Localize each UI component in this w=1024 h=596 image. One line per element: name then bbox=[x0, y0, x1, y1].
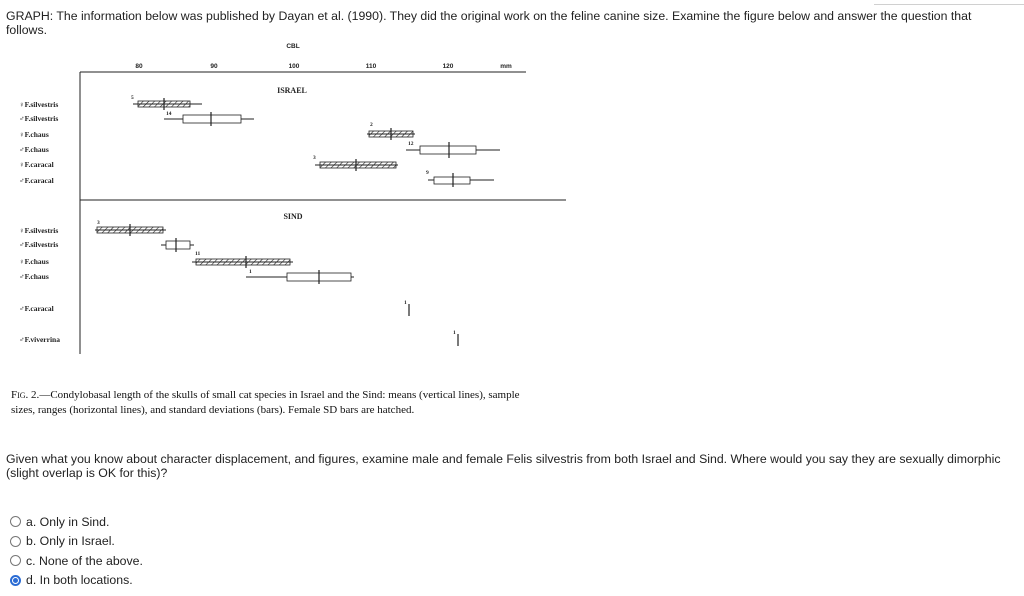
axis-title: CBL bbox=[286, 43, 300, 50]
radio-c[interactable] bbox=[10, 555, 21, 566]
tick-label: mm bbox=[500, 63, 512, 70]
israel-label: ♂F.caracal bbox=[19, 176, 54, 185]
sample-size: 12 bbox=[408, 141, 414, 147]
question-text: Given what you know about character displacement, and figures, examine male and female Felis silvestris from both Israel and Sind. Where would you say they are sexually dimorphic (slight overlap is OK for this)? bbox=[6, 452, 1001, 480]
top-divider bbox=[874, 4, 1024, 5]
answer-options bbox=[10, 512, 143, 590]
caption-text: —Condylobasal length of the skulls of small cat species in Israel and the Sind: means (vertical lines), sample sizes, ranges (horizontal lines), and standard deviations (bars). Female SD bars are hatched. bbox=[11, 389, 520, 416]
radio-b[interactable] bbox=[10, 536, 21, 547]
sind-female-silvestris-bar bbox=[95, 224, 166, 236]
sample-size: 1 bbox=[404, 300, 407, 306]
sample-size: 9 bbox=[426, 170, 429, 176]
israel-label: ♂F.chaus bbox=[19, 145, 49, 154]
sample-size: 1 bbox=[249, 269, 252, 275]
sind-label: ♂F.silvestris bbox=[19, 240, 59, 249]
option-c[interactable] bbox=[10, 551, 143, 571]
israel-female-silvestris-bar bbox=[133, 98, 202, 110]
tick-label: 80 bbox=[135, 63, 143, 70]
sind-label: ♂F.caracal bbox=[19, 304, 54, 313]
tick-label: 110 bbox=[365, 63, 377, 70]
sind-male-chaus-bar bbox=[246, 270, 354, 284]
caption-lead: Fig. 2. bbox=[11, 389, 40, 401]
sind-label: ♂F.viverrina bbox=[19, 335, 60, 344]
israel-male-silvestris-bar bbox=[164, 112, 254, 126]
israel-label: ♂F.silvestris bbox=[19, 114, 59, 123]
tick-label: 90 bbox=[210, 63, 218, 70]
sample-size: 2 bbox=[370, 122, 373, 128]
sample-size: 11 bbox=[195, 251, 201, 257]
israel-female-caracal-bar bbox=[315, 159, 398, 171]
israel-male-chaus-bar bbox=[406, 142, 500, 158]
israel-label: ♀F.chaus bbox=[19, 130, 49, 139]
option-b-label: b. Only in Israel. bbox=[26, 534, 115, 549]
figure-caption bbox=[11, 388, 531, 418]
tick-label: 100 bbox=[288, 63, 300, 70]
sind-male-silvestris-bar bbox=[161, 238, 194, 252]
sample-size: 5 bbox=[131, 95, 134, 101]
israel-female-chaus-bar bbox=[367, 128, 415, 140]
figure-image bbox=[6, 40, 566, 438]
sample-size: 14 bbox=[166, 111, 172, 117]
israel-male-caracal-bar bbox=[428, 173, 494, 187]
sample-size: 3 bbox=[313, 155, 316, 161]
tick-label: 120 bbox=[442, 63, 454, 70]
sind-label: ♂F.chaus bbox=[19, 272, 49, 281]
radio-d[interactable] bbox=[10, 575, 21, 586]
figure-svg bbox=[6, 40, 566, 438]
option-a[interactable] bbox=[10, 512, 143, 532]
sample-size: 1 bbox=[453, 330, 456, 336]
option-d-label: d. In both locations. bbox=[26, 573, 133, 588]
option-c-label: c. None of the above. bbox=[26, 553, 143, 568]
israel-label: ♀F.caracal bbox=[19, 160, 54, 169]
option-a-label: a. Only in Sind. bbox=[26, 514, 110, 529]
sind-label: ♀F.chaus bbox=[19, 257, 49, 266]
radio-a[interactable] bbox=[10, 516, 21, 527]
region-sind: SIND bbox=[283, 212, 303, 221]
option-b[interactable] bbox=[10, 532, 143, 552]
sample-size: 3 bbox=[97, 220, 100, 226]
region-israel: ISRAEL bbox=[277, 86, 307, 95]
sind-label: ♀F.silvestris bbox=[19, 226, 59, 235]
israel-label: ♀F.silvestris bbox=[19, 100, 59, 109]
intro-text: GRAPH: The information below was published by Dayan et al. (1990). They did the original work on the feline canine size. Examine the figure below and answer the question that follows. bbox=[6, 9, 972, 37]
sind-female-chaus-bar bbox=[192, 256, 293, 268]
option-d[interactable] bbox=[10, 571, 143, 591]
